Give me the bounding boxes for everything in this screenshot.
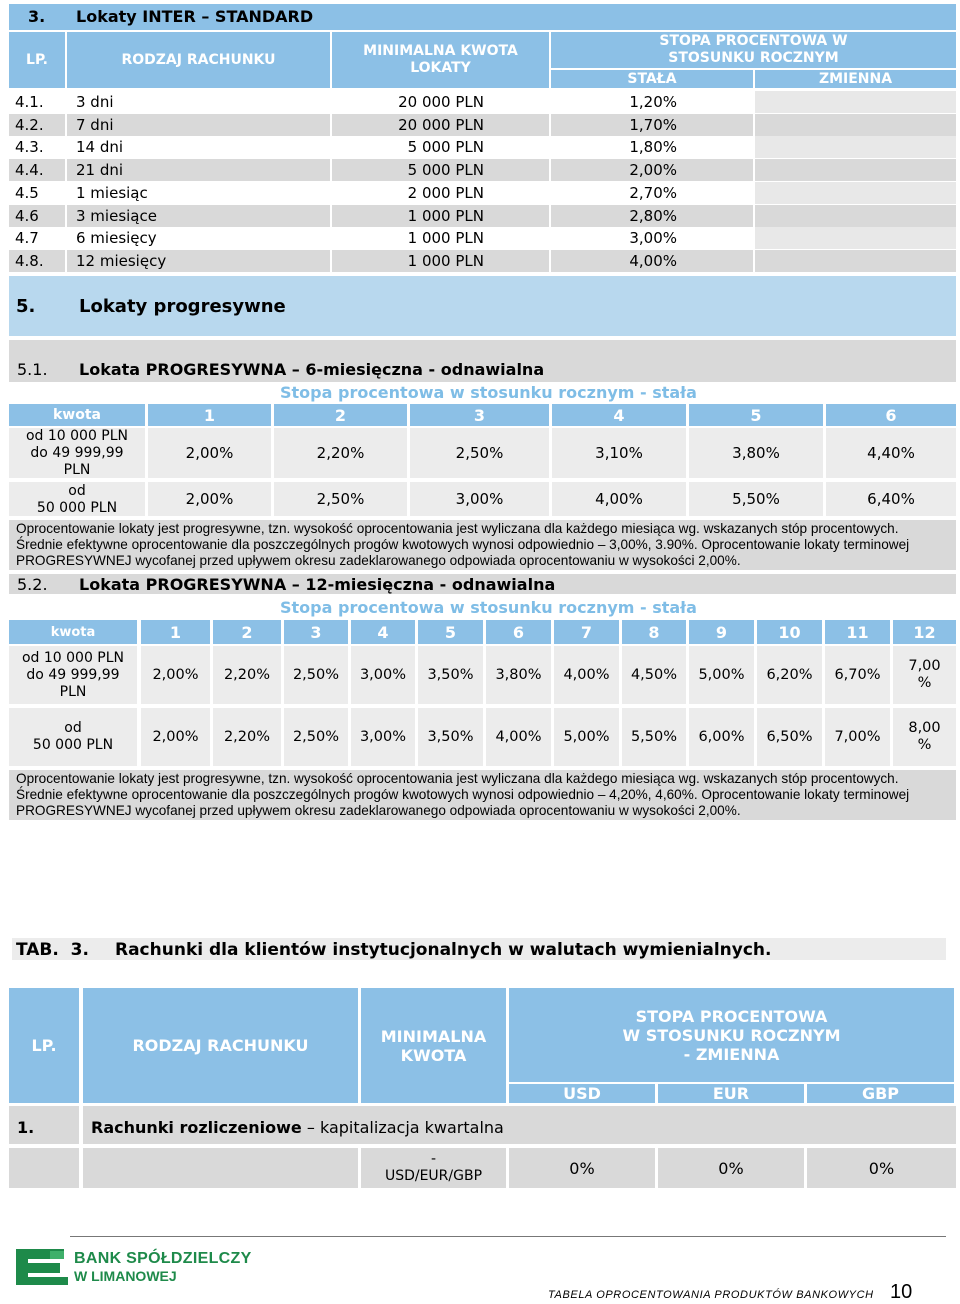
col-header: 4 [552, 404, 686, 426]
tab3-head-stopa [509, 988, 954, 1082]
row-rate-fixed: 2,80% [629, 206, 677, 225]
row-min-amount: 20 000 PLN [398, 93, 484, 111]
table-row [9, 91, 956, 113]
table-row [9, 250, 956, 272]
rate-cell: 3,50% [427, 667, 474, 683]
bank-logo-icon [14, 1247, 70, 1287]
rate-cell: 2,20% [316, 444, 365, 462]
tab3-head-rodzaj: RODZAJ RACHUNKU [83, 988, 358, 1103]
footer-rule [70, 1236, 946, 1237]
row-rate-fixed: 2,70% [629, 183, 677, 202]
sec52-note-1: Oprocentowanie lokaty jest progresywne, tzn. wysokość oprocentowania jest wyliczana dla każdego miesiąca wg. wskazanych stóp procentowych. [16, 771, 899, 786]
rate-cell-last-value: 8,00 [908, 720, 941, 736]
rate-cell: 3,00% [359, 729, 407, 745]
row-rate-fixed: 3,00% [629, 229, 677, 248]
col-header: 2 [213, 620, 281, 644]
rate-cell: 5,00% [698, 667, 745, 683]
tab3-title: Rachunki dla klientów instytucjonalnych w walutach wymienialnych. [115, 940, 772, 960]
sec51-note-2: Średnie efektywne oprocentowanie dla poszczególnych progów kwotowych wynosi odpowiednio – 3,00%, 3.90%. Oprocentowanie lokaty terminowej [16, 537, 910, 552]
tab3-row2-usd: 0% [569, 1158, 595, 1178]
row-bg-var [755, 250, 956, 272]
row-name: 12 miesięcy [76, 251, 167, 270]
row-bg-var [755, 182, 956, 204]
tab3-row2-min [361, 1150, 506, 1186]
sec52-kwota-head: kwota [9, 620, 137, 644]
col-header: 7 [554, 620, 619, 644]
sec52-title-rest: – 12-miesięczna - odnawialna [286, 575, 556, 594]
row-name: 1 miesiąc [76, 183, 148, 202]
row-name: 7 dni [76, 115, 114, 134]
sec3-head-stopa: STOPA PROCENTOWA W STOSUNKU ROCZNYM [551, 32, 956, 68]
row-name: 6 miesięcy [76, 229, 157, 248]
sec3-head-rodzaj: RODZAJ RACHUNKU [67, 32, 330, 88]
amount-label-line: do 49 999,99 [26, 666, 120, 683]
table-row [9, 159, 956, 181]
sec3-head-lp: LP. [9, 32, 65, 88]
rate-cell: 6,70% [834, 667, 881, 683]
rate-cell-last-value: 7,00 [908, 658, 941, 674]
sec5-number: 5. [16, 296, 36, 317]
row-name: 14 dni [76, 138, 124, 157]
tab3-head-lp: LP. [9, 988, 79, 1103]
rate-cell: 4,00% [595, 490, 643, 508]
row-name: 3 miesiące [76, 206, 157, 225]
col-header: 9 [689, 620, 754, 644]
tab3-label: TAB. 3. [16, 940, 89, 960]
amount-label [9, 646, 137, 704]
tab3-head-stopa-line1: STOPA PROCENTOWA [635, 1006, 828, 1026]
tab3-head-eur: EUR [658, 1084, 804, 1103]
row-min-amount: 1 000 PLN [407, 251, 484, 270]
amount-label-line: do 49 999,99 [30, 444, 124, 461]
rate-cell: 2,00% [152, 729, 199, 745]
rate-cell-last-unit: % [917, 737, 932, 753]
table-row [9, 205, 956, 227]
rate-cell: 2,50% [316, 490, 365, 508]
rate-cell: 3,50% [427, 729, 474, 745]
tab3-row2-min-a: - [430, 1151, 437, 1167]
tab3-head-stopa-line3: - ZMIENNA [683, 1044, 780, 1064]
row-lp: 4.8. [15, 251, 44, 270]
col-header: 3 [284, 620, 348, 644]
rate-cell: 6,20% [766, 667, 813, 683]
row-lp: 4.6 [15, 206, 39, 225]
rate-cell: 5,50% [732, 490, 780, 508]
col-header: 12 [893, 620, 956, 644]
rate-cell: 4,40% [867, 444, 915, 462]
table-row [9, 114, 956, 136]
table-row [9, 182, 956, 204]
rate-cell: 3,00% [455, 490, 504, 508]
col-header: 5 [418, 620, 483, 644]
sec51-note-1: Oprocentowanie lokaty jest progresywne, tzn. wysokość oprocentowania jest wyliczana dla każdego miesiąca wg. wskazanych stóp procentowych. [16, 521, 899, 536]
rate-cell: 4,00% [495, 729, 542, 745]
tab3-row1-rest: – kapitalizacja kwartalna [301, 1118, 504, 1137]
row-min-amount: 1 000 PLN [407, 229, 484, 248]
sec51-title-bold: Lokata PROGRESYWNA [79, 360, 287, 379]
amount-label-line: 50 000 PLN [36, 500, 118, 516]
sec51-title [79, 360, 544, 379]
tab3-head-stopa-line2: W STOSUNKU ROCZNYM [622, 1025, 841, 1045]
tab3-row2-name-bg [83, 1148, 358, 1188]
page-number: 10 [890, 1281, 913, 1303]
amount-label [9, 482, 145, 518]
rate-cell: 5,50% [630, 729, 678, 745]
rate-cell: 6,40% [867, 490, 915, 508]
table-row [9, 136, 956, 158]
rate-cell: 7,00% [834, 729, 881, 745]
rate-cell-last-unit: % [917, 675, 932, 691]
row-lp: 4.7 [15, 229, 39, 248]
row-min-amount: 5 000 PLN [407, 161, 484, 180]
col-header: 5 [689, 404, 823, 426]
col-header: 6 [486, 620, 551, 644]
rate-cell: 5,00% [563, 729, 610, 745]
rate-cell: 2,00% [152, 667, 199, 683]
amount-label-line: od 10 000 PLN [25, 427, 129, 444]
sec52-title [79, 575, 555, 594]
sec52-note-3: PROGRESYWNEJ wycofanej przed upływem okresu zadeklarowanego odpowiada oprocentowaniu w wysokości 2,00%. [16, 803, 741, 818]
row-rate-fixed: 1,70% [629, 115, 677, 134]
rate-cell-last [893, 646, 956, 704]
amount-label [9, 708, 137, 766]
rate-cell: 2,20% [223, 729, 271, 745]
tab3-row2-eur: 0% [718, 1158, 744, 1178]
row-rate-fixed: 2,00% [629, 161, 677, 180]
rate-cell: 2,50% [292, 667, 340, 683]
sec3-head-min: MINIMALNA KWOTA LOKATY [332, 32, 549, 88]
sec52-subtitle: Stopa procentowa w stosunku rocznym - stała [280, 598, 697, 617]
tab3-row1-title [91, 1118, 504, 1137]
sec52-title-bold: Lokata PROGRESYWNA [79, 575, 287, 594]
col-header: 11 [825, 620, 890, 644]
row-lp: 4.3. [15, 138, 44, 157]
sec52-number: 5.2. [17, 575, 48, 594]
amount-label-line: od [68, 483, 86, 499]
tab3-row2-min-b: USD/EUR/GBP [384, 1168, 483, 1184]
amount-label-line: PLN [63, 461, 91, 478]
sec51-subtitle: Stopa procentowa w stosunku rocznym - stała [280, 383, 697, 402]
rate-cell: 2,50% [455, 444, 504, 462]
table-row [9, 227, 956, 249]
rate-cell: 3,00% [359, 667, 407, 683]
rate-cell: 2,20% [223, 667, 271, 683]
col-header: 6 [826, 404, 956, 426]
rate-cell: 3,80% [732, 444, 780, 462]
row-min-amount: 2 000 PLN [407, 183, 484, 202]
sec51-number: 5.1. [17, 360, 48, 379]
amount-label [9, 428, 145, 478]
sec3-head-zmienna: ZMIENNA [755, 70, 956, 88]
row-bg-var [755, 114, 956, 136]
bank-logo [14, 1246, 254, 1288]
row-min-amount: 5 000 PLN [407, 138, 484, 157]
rate-cell: 3,80% [495, 667, 542, 683]
tab3-head-min [361, 988, 506, 1103]
rate-cell: 6,00% [698, 729, 745, 745]
row-lp: 4.4. [15, 161, 44, 180]
row-bg-var [755, 227, 956, 249]
rate-cell: 3,10% [595, 444, 643, 462]
bank-logo-line2: W LIMANOWEJ [74, 1268, 177, 1284]
sec51-title-rest: – 6-miesięczna - odnawialna [286, 360, 545, 379]
tab3-row2-gbp: 0% [868, 1158, 895, 1178]
rate-cell-last [893, 708, 956, 766]
col-header: 1 [148, 404, 271, 426]
tab3-head-gbp: GBP [807, 1084, 954, 1103]
amount-label-line: od [64, 720, 82, 736]
amount-label-line: od 10 000 PLN [21, 649, 125, 666]
row-bg-var [755, 205, 956, 227]
footer-caption: TABELA OPROCENTOWANIA PRODUKTÓW BANKOWYCH [548, 1289, 874, 1301]
amount-label-line: 50 000 PLN [32, 737, 114, 753]
rate-cell: 2,00% [185, 444, 234, 462]
sec52-note-2: Średnie efektywne oprocentowanie dla poszczególnych progów kwotowych wynosi odpowiednio – 4,20%, 4,60%. Oprocentowanie lokaty terminowej [16, 787, 910, 802]
row-name: 21 dni [76, 161, 124, 180]
col-header: 4 [351, 620, 415, 644]
sec3-number: 3. [28, 7, 46, 26]
row-bg-var [755, 91, 956, 113]
row-rate-fixed: 1,20% [629, 93, 677, 111]
col-header: 2 [274, 404, 407, 426]
amount-label-line: PLN [59, 683, 87, 700]
col-header: 10 [757, 620, 822, 644]
row-rate-fixed: 4,00% [629, 251, 677, 270]
sec3-title: Lokaty INTER – STANDARD [76, 7, 314, 26]
sec3-head-stala: STAŁA [551, 70, 753, 88]
row-lp: 4.1. [15, 93, 44, 111]
tab3-head-usd: USD [509, 1084, 655, 1103]
sec51-kwota-head: kwota [9, 404, 145, 426]
rate-cell: 4,00% [563, 667, 610, 683]
row-lp: 4.2. [15, 115, 44, 134]
rate-cell: 6,50% [766, 729, 813, 745]
rate-cell: 2,00% [185, 490, 234, 508]
col-header: 3 [410, 404, 549, 426]
row-min-amount: 20 000 PLN [398, 115, 484, 134]
row-lp: 4.5 [15, 183, 39, 202]
row-bg-var [755, 136, 956, 158]
rate-cell: 2,50% [292, 729, 340, 745]
tab3-head-min-line1: MINIMALNA [380, 1026, 487, 1046]
col-header: 1 [141, 620, 210, 644]
row-rate-fixed: 1,80% [629, 138, 677, 157]
row-bg-var [755, 159, 956, 181]
col-header: 8 [622, 620, 686, 644]
bank-logo-line1: BANK SPÓŁDZIELCZY [74, 1250, 252, 1267]
tab3-row1-lp: 1. [17, 1118, 35, 1137]
row-min-amount: 1 000 PLN [407, 206, 484, 225]
sec5-title: Lokaty progresywne [79, 296, 286, 317]
tab3-row2-lp-bg [9, 1148, 79, 1188]
rate-cell: 4,50% [630, 667, 678, 683]
tab3-row1-bold: Rachunki rozliczeniowe [91, 1118, 302, 1137]
sec51-note-3: PROGRESYWNEJ wycofanej przed upływem okresu zadeklarowanego odpowiada oprocentowaniu w wysokości 2,00%. [16, 553, 741, 568]
row-name: 3 dni [76, 93, 114, 111]
tab3-head-min-line2: KWOTA [400, 1045, 467, 1065]
